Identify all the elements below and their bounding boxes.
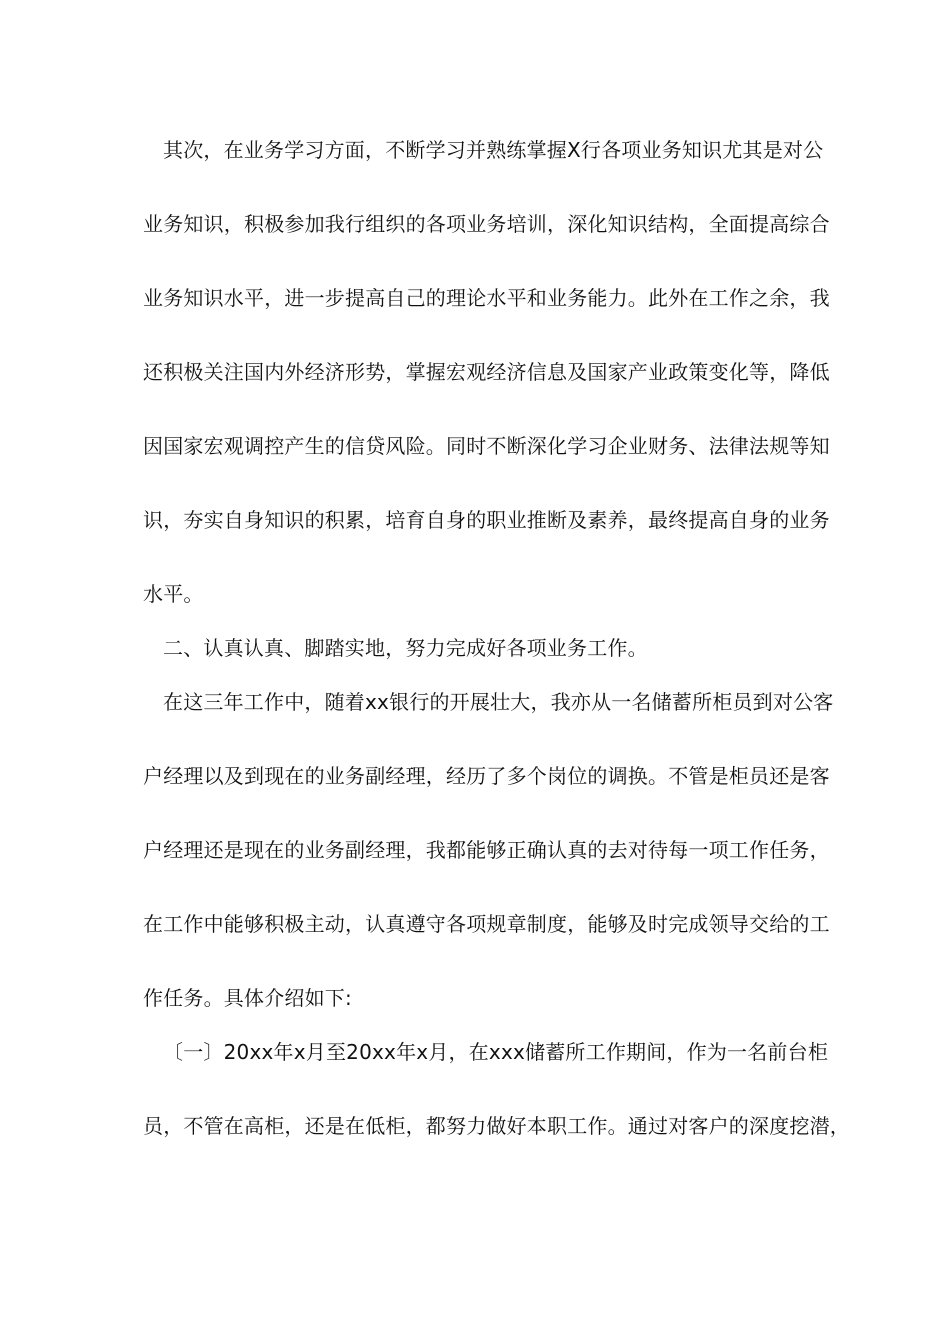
paragraph-line-6: 识，夯实自身知识的积累，培育自身的职业推断及素养，最终提高自身的业务 — [143, 508, 830, 532]
paragraph-line-12: 在工作中能够积极主动，认真遵守各项规章制度，能够及时完成领导交给的工 — [143, 912, 830, 936]
paragraph-line-15: 员，不管在高柜，还是在低柜，都努力做好本职工作。通过对客户的深度挖潜， — [143, 1114, 850, 1138]
paragraph-line-11: 户经理还是现在的业务副经理，我都能够正确认真的去对待每一项工作任务， — [143, 838, 830, 862]
paragraph-line-14: 〔一〕20xx年x月至20xx年x月，在xxx储蓄所工作期间，作为一名前台柜 — [163, 1040, 829, 1064]
paragraph-line-2: 业务知识，积极参加我行组织的各项业务培训，深化知识结构，全面提高综合 — [143, 212, 830, 236]
paragraph-line-9: 在这三年工作中，随着xx银行的开展壮大，我亦从一名储蓄所柜员到对公客 — [163, 690, 834, 714]
paragraph-line-1: 其次，在业务学习方面，不断学习并熟练掌握X行各项业务知识尤其是对公 — [163, 138, 824, 162]
paragraph-line-10: 户经理以及到现在的业务副经理，经历了多个岗位的调换。不管是柜员还是客 — [143, 764, 830, 788]
paragraph-line-7: 水平。 — [143, 582, 204, 606]
paragraph-line-5: 因国家宏观调控产生的信贷风险。同时不断深化学习企业财务、法律法规等知 — [143, 434, 830, 458]
paragraph-line-4: 还积极关注国内外经济形势，掌握宏观经济信息及国家产业政策变化等，降低 — [143, 360, 830, 384]
paragraph-line-13: 作任务。具体介绍如下: — [143, 986, 352, 1010]
document-body — [143, 128, 850, 1178]
section-heading: 二、认真认真、脚踏实地，努力完成好各项业务工作。 — [163, 636, 648, 660]
paragraph-line-3: 业务知识水平，进一步提高自己的理论水平和业务能力。此外在工作之余，我 — [143, 286, 830, 310]
